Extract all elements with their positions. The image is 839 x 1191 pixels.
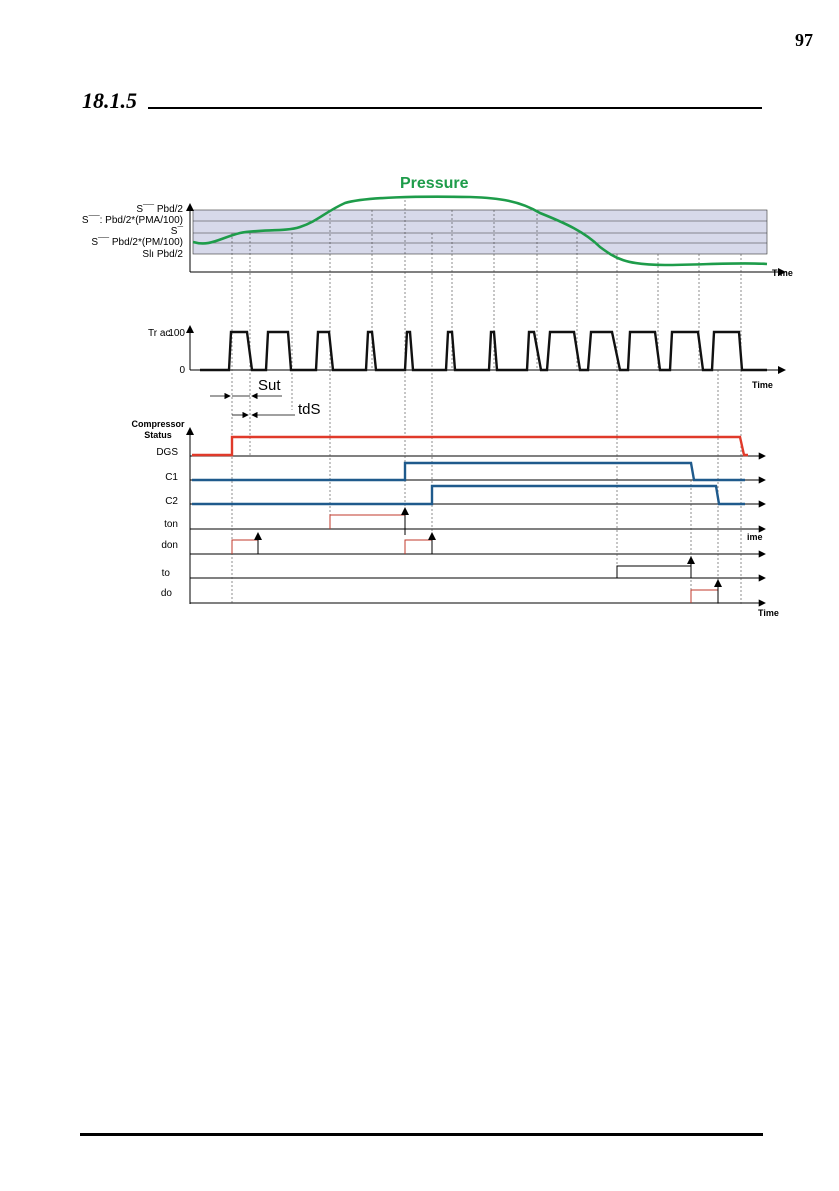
sut-label: Sut: [258, 377, 281, 394]
c1-label: C1: [165, 472, 178, 483]
trac-label: Tr ac: [148, 328, 171, 339]
trac-pulse-train: [200, 332, 767, 370]
trac-100-label: 100: [168, 328, 185, 339]
time-label-ton: ime: [747, 532, 763, 542]
band-label-top: S¯¯ Pbd/2: [136, 204, 183, 215]
ton-label: ton: [164, 519, 178, 530]
don-timer-1: [232, 540, 258, 554]
c2-signal: [192, 486, 745, 504]
ton-timer: [330, 515, 405, 529]
compressor-status-label-2: Status: [144, 430, 172, 440]
don-label: don: [161, 540, 178, 551]
footer-rule: [80, 1133, 763, 1136]
section-heading: 18.1.5: [82, 88, 137, 113]
band-label-bottom: Slı Pbd/2: [142, 249, 183, 260]
do-label: do: [160, 588, 172, 599]
to-timer: [617, 566, 691, 578]
time-label-pressure: Time: [772, 268, 793, 278]
page-number: 97: [795, 30, 813, 50]
c2-label: C2: [165, 496, 178, 507]
time-label-trac: Time: [752, 380, 773, 390]
c1-signal: [192, 463, 745, 480]
band-label-pma: S¯¯: Pbd/2*(PMA/100): [81, 215, 183, 226]
compressor-status-label-1: Compressor: [131, 419, 185, 429]
don-timer-2: [405, 540, 432, 554]
band-label-setpoint: S¯: [170, 226, 183, 237]
to-label: to: [161, 568, 170, 579]
pressure-label: Pressure: [400, 175, 469, 192]
trac-0-label: 0: [179, 365, 185, 376]
pressure-band: [193, 210, 767, 254]
band-label-pm: S¯¯ Pbd/2*(PM/100): [91, 237, 183, 248]
tds-label: tdS: [298, 401, 321, 418]
do-timer: [691, 590, 718, 603]
dgs-label: DGS: [156, 447, 178, 458]
time-label-bottom: Time: [758, 608, 779, 618]
dgs-signal: [192, 437, 748, 455]
